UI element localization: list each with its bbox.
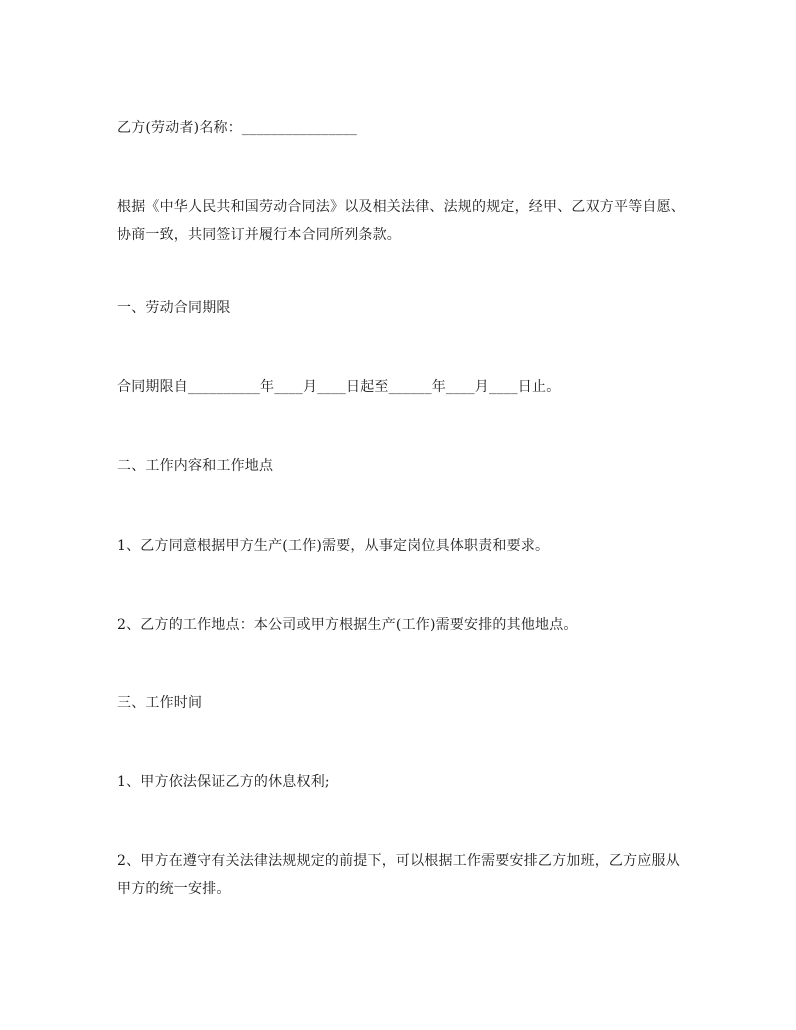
section-1-heading: 一、劳动合同期限 — [117, 300, 231, 316]
section-2-heading: 二、工作内容和工作地点 — [117, 458, 274, 474]
section-3-item-2: 2、甲方在遵守有关法律法规规定的前提下，可以根据工作需要安排乙方加班，乙方应服从甲方的统一安排。 — [117, 853, 680, 897]
intro-paragraph: 根据《中华人民共和国劳动合同法》以及相关法律、法规的规定，经甲、乙双方平等自愿、协商一致，共同签订并履行本合同所列条款。 — [117, 199, 685, 243]
section-3-heading: 三、工作时间 — [117, 695, 203, 711]
section-3-item-1: 1、甲方依法保证乙方的休息权利; — [117, 774, 330, 790]
section-2-item-1: 1、乙方同意根据甲方生产(工作)需要，从事定岗位具体职责和要求。 — [117, 538, 550, 554]
party-b-name-line: 乙方(劳动者)名称：________________ — [117, 120, 358, 136]
contract-term-line: 合同期限自__________年____月____日起至______年____月____日止。 — [117, 379, 561, 395]
section-2-item-2: 2、乙方的工作地点：本公司或甲方根据生产(工作)需要安排的其他地点。 — [117, 617, 578, 633]
